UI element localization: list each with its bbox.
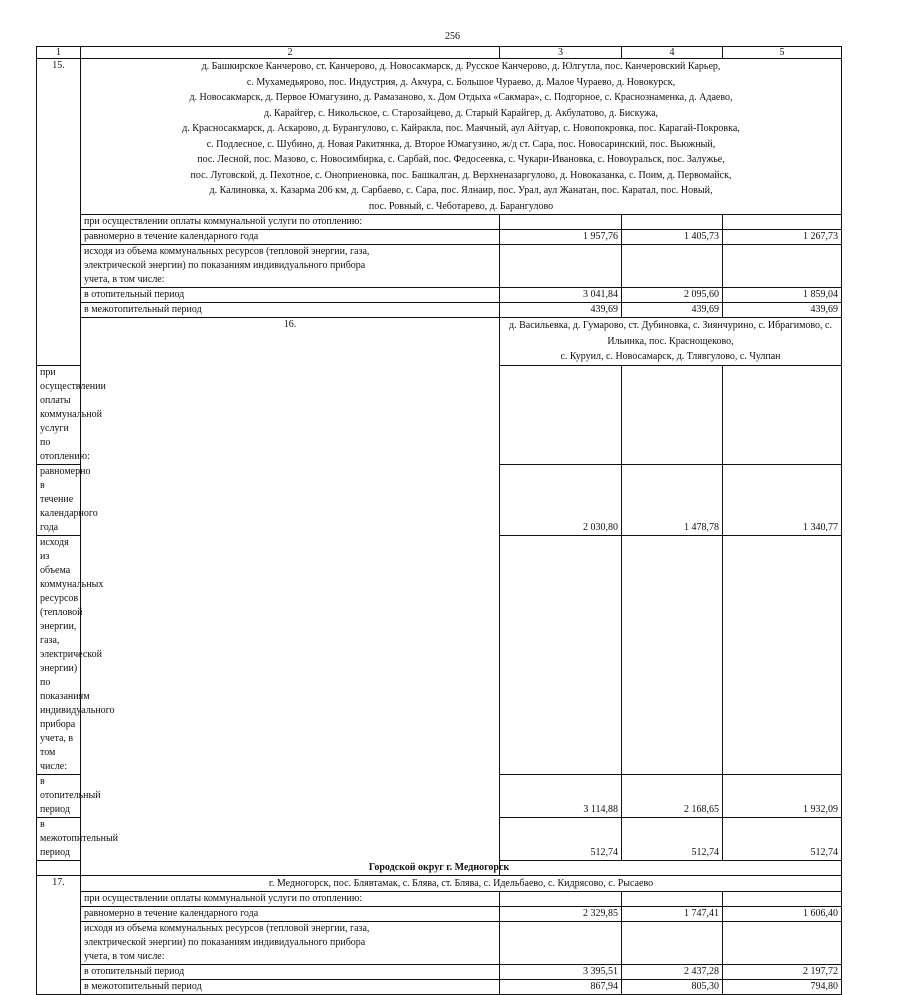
table-row xyxy=(37,215,842,230)
empty-cell xyxy=(622,215,723,230)
row-label-interheating: в межотопительный период xyxy=(37,817,81,860)
settlement-line: пос. Луговской, д. Пехотное, с. Оноприеновка, пос. Башкалган, д. Верхненазаргулово, д. Новоказанка, с. Поим, д. Первомайск, xyxy=(190,169,732,181)
value-cell: 1 606,40 xyxy=(723,907,842,922)
label-line: исходя из объема коммунальных ресурсов (тепловой энергии, газа, xyxy=(84,923,370,934)
settlement-list xyxy=(81,875,842,892)
settlement-list xyxy=(500,318,842,366)
value-cell: 512,74 xyxy=(622,817,723,860)
section-row xyxy=(37,59,842,215)
table-row xyxy=(37,922,842,965)
page-number: 256 xyxy=(445,31,460,42)
value-cell: 512,74 xyxy=(723,817,842,860)
settlement-line: д. Красносакмарск, д. Аскарово, д. Бурангулово, с. Кайракла, пос. Маячный, аул Айтуар, с. Новопокровка, пос. Карагай-Покровка, xyxy=(182,123,740,134)
table-row xyxy=(37,245,842,288)
row-label-metered xyxy=(37,535,115,774)
empty-cell xyxy=(500,245,622,288)
empty-cell xyxy=(500,535,622,774)
value-cell: 2 437,28 xyxy=(622,965,723,980)
empty-cell xyxy=(622,365,723,464)
value-cell: 512,74 xyxy=(500,817,622,860)
empty-cell xyxy=(723,922,842,965)
settlement-line: д. Васильевка, д. Гумарово, ст. Дубиновка, с. Зиянчурино, с. Ибрагимово, с. Ильинка, пос. Краснощеково, xyxy=(509,320,832,347)
row-label-uniform: равномерно в течение календарного года xyxy=(81,230,500,245)
value-cell: 1 957,76 xyxy=(500,230,622,245)
settlement-line: с. Куруил, с. Новосамарск, д. Тлявгулово, с. Чулпан xyxy=(560,351,781,362)
empty-cell xyxy=(622,245,723,288)
label-line: исходя из объема коммунальных ресурсов (тепловой энергии, газа, xyxy=(84,246,370,257)
empty-cell xyxy=(723,215,842,230)
settlement-line: пос. Ровный, с. Чеботарево, д. Барангулово xyxy=(368,200,554,212)
table-row xyxy=(37,230,842,245)
row-label-interheating: в межотопительный период xyxy=(81,980,500,995)
value-cell: 2 197,72 xyxy=(723,965,842,980)
table-row xyxy=(37,288,842,303)
table-row xyxy=(37,303,842,318)
empty-cell xyxy=(723,535,842,774)
value-cell: 2 030,80 xyxy=(500,464,622,535)
value-cell: 439,69 xyxy=(723,303,842,318)
label-line: электрической энергии) по показаниям индивидуального прибора xyxy=(84,260,366,271)
section-number: 17. xyxy=(37,875,81,995)
row-label-heating: в отопительный период xyxy=(37,774,81,817)
value-cell: 1 267,73 xyxy=(723,230,842,245)
empty-cell xyxy=(622,535,723,774)
section-number: 15. xyxy=(37,59,81,366)
empty-cell xyxy=(622,922,723,965)
label-line: исходя из объема коммунальных ресурсов (тепловой энергии, газа, xyxy=(40,536,104,646)
district-heading: Городской округ г. Медногорск xyxy=(37,860,842,875)
value-cell: 2 168,65 xyxy=(622,774,723,817)
settlement-line: д. Калиновка, х. Казарма 206 км, д. Сарбаево, с. Сара, пос. Ялнаир, пос. Урал, аул Жанатан, пос. Каратал, пос. Новый, xyxy=(209,185,713,196)
section-row xyxy=(37,318,842,366)
row-label-metered xyxy=(81,922,500,965)
settlement-list xyxy=(81,59,842,215)
value-cell: 805,30 xyxy=(622,980,723,995)
label-line: электрической энергии) по показаниям индивидуального прибора xyxy=(40,648,115,730)
value-cell: 1 478,78 xyxy=(622,464,723,535)
payment-heading: при осуществлении оплаты коммунальной услуги по отоплению: xyxy=(37,365,81,464)
value-cell: 2 329,85 xyxy=(500,907,622,922)
row-label-metered xyxy=(81,245,500,288)
value-cell: 3 395,51 xyxy=(500,965,622,980)
empty-cell xyxy=(500,892,622,907)
table-row xyxy=(37,907,842,922)
empty-cell xyxy=(622,892,723,907)
settlement-line: д. Карайгер, с. Никольское, с. Старозайцево, д. Старый Карайгер, д. Акбулатово, д. Бискужа, xyxy=(263,107,659,119)
empty-cell xyxy=(500,215,622,230)
value-cell: 867,94 xyxy=(500,980,622,995)
column-header: 4 xyxy=(622,47,723,59)
value-cell: 1 932,09 xyxy=(723,774,842,817)
value-cell: 439,69 xyxy=(500,303,622,318)
empty-cell xyxy=(723,245,842,288)
column-header: 1 xyxy=(37,47,81,59)
settlement-line: с. Мухамедьярово, пос. Индустрия, д. Акчура, с. Большое Чураево, д. Малое Чураево, д. Новокурск, xyxy=(246,76,676,88)
value-cell: 1 859,04 xyxy=(723,288,842,303)
table-row xyxy=(37,980,842,995)
label-line: учета, в том числе: xyxy=(40,732,74,772)
value-cell: 1 340,77 xyxy=(723,464,842,535)
label-line: учета, в том числе: xyxy=(84,951,165,962)
empty-cell xyxy=(723,365,842,464)
settlement-line: д. Башкирское Канчерово, ст. Канчерово, д. Новосакмарск, д. Русское Канчерово, д. Юлгутла, пос. Канчеровский Карьер, xyxy=(201,61,721,72)
column-header: 3 xyxy=(500,47,622,59)
settlement-line: д. Новосакмарск, д. Первое Юмагузино, д. Рамазаново, х. Дом Отдыха «Сакмара», с. Подгорное, с. Краснознаменка, д. Адаево, xyxy=(189,92,733,103)
row-label-uniform: равномерно в течение календарного года xyxy=(81,907,500,922)
column-header: 5 xyxy=(723,47,842,59)
section-number: 16. xyxy=(81,318,500,876)
payment-heading: при осуществлении оплаты коммунальной услуги по отоплению: xyxy=(81,215,500,230)
settlement-line: пос. Лесной, пос. Мазово, с. Новосимбирка, с. Сарбай, пос. Федосеевка, с. Чукари-Ивановка, с. Новоуральск, пос. Залужье, xyxy=(197,154,725,165)
payment-heading: при осуществлении оплаты коммунальной услуги по отоплению: xyxy=(81,892,500,907)
label-line: электрической энергии) по показаниям индивидуального прибора xyxy=(84,937,366,948)
value-cell: 2 095,60 xyxy=(622,288,723,303)
row-label-uniform: равномерно в течение календарного года xyxy=(37,464,81,535)
value-cell: 3 114,88 xyxy=(500,774,622,817)
value-cell: 1 747,41 xyxy=(622,907,723,922)
section-row xyxy=(37,875,842,892)
value-cell: 1 405,73 xyxy=(622,230,723,245)
tariff-table xyxy=(36,46,842,995)
empty-cell xyxy=(500,365,622,464)
settlement-line: с. Подлесное, с. Шубино, д. Новая Ракитянка, д. Второе Юмагузино, ж/д ст. Сара, пос. Новосаринский, пос. Вьюжный, xyxy=(206,138,716,150)
value-cell: 3 041,84 xyxy=(500,288,622,303)
label-line: учета, в том числе: xyxy=(84,274,165,285)
row-label-heating: в отопительный период xyxy=(81,965,500,980)
empty-cell xyxy=(723,892,842,907)
table-row xyxy=(37,892,842,907)
row-label-heating: в отопительный период xyxy=(81,288,500,303)
empty-cell xyxy=(500,922,622,965)
district-row xyxy=(37,860,842,875)
settlement-line: г. Медногорск, пос. Блявтамак, с. Блява, ст. Блява, с. Идельбаево, с. Кидрясово, с. Рысаево xyxy=(268,877,654,889)
row-label-interheating: в межотопительный период xyxy=(81,303,500,318)
value-cell: 439,69 xyxy=(622,303,723,318)
column-header-row xyxy=(37,47,842,59)
table-row xyxy=(37,965,842,980)
column-header: 2 xyxy=(81,47,500,59)
value-cell: 794,80 xyxy=(723,980,842,995)
